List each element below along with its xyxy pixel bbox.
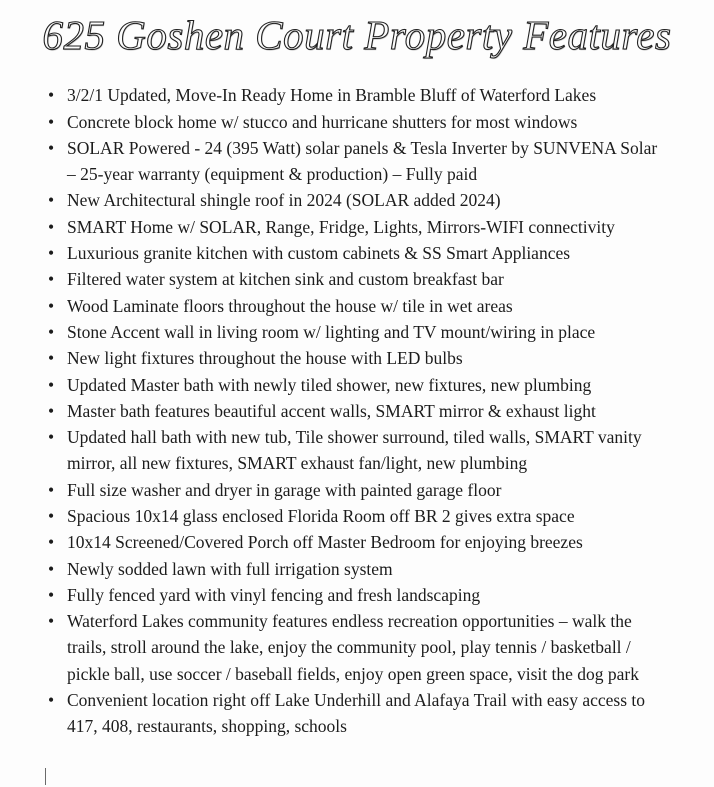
list-item: • SMART Home w/ SOLAR, Range, Fridge, Lights, Mirrors-WIFI connectivity [67,214,665,240]
list-item: • Updated Master bath with newly tiled shower, new fixtures, new plumbing [67,372,665,398]
list-item: • 3/2/1 Updated, Move-In Ready Home in Bramble Bluff of Waterford Lakes [67,82,665,108]
list-item: • 10x14 Screened/Covered Porch off Master Bedroom for enjoying breezes [67,529,665,555]
list-item: • Stone Accent wall in living room w/ lighting and TV mount/wiring in place [67,319,665,345]
list-item: • Filtered water system at kitchen sink and custom breakfast bar [67,266,665,292]
list-item: • Fully fenced yard with vinyl fencing and fresh landscaping [67,582,665,608]
list-item: • Luxurious granite kitchen with custom cabinets & SS Smart Appliances [67,240,665,266]
list-item: • Full size washer and dryer in garage with painted garage floor [67,477,665,503]
features-list [0,82,665,739]
page-title: 625 Goshen Court Property Features [42,12,672,58]
list-item: • Wood Laminate floors throughout the house w/ tile in wet areas [67,293,665,319]
list-item: • Concrete block home w/ stucco and hurricane shutters for most windows [67,109,665,135]
list-item: • Convenient location right off Lake Underhill and Alafaya Trail with easy access to 417, 408, restaurants, shopping, schools [67,687,665,740]
list-item: • Waterford Lakes community features endless recreation opportunities – walk the trails, stroll around the lake, enjoy the community pool, play tennis / basketball / pickle ball, use soccer / baseball fields, enjoy open green space, visit the dog park [67,608,665,687]
document-page [0,10,714,787]
list-item: • New Architectural shingle roof in 2024 (SOLAR added 2024) [67,187,665,213]
list-item: • Updated hall bath with new tub, Tile shower surround, tiled walls, SMART vanity mirror, all new fixtures, SMART exhaust fan/light, new plumbing [67,424,665,477]
list-item: • SOLAR Powered - 24 (395 Watt) solar panels & Tesla Inverter by SUNVENA Solar – 25-year warranty (equipment & production) – Fully paid [67,135,665,188]
list-item: • Master bath features beautiful accent walls, SMART mirror & exhaust light [67,398,665,424]
list-item: • Newly sodded lawn with full irrigation system [67,556,665,582]
list-item: • Spacious 10x14 glass enclosed Florida Room off BR 2 gives extra space [67,503,665,529]
list-item: • New light fixtures throughout the house with LED bulbs [67,345,665,371]
